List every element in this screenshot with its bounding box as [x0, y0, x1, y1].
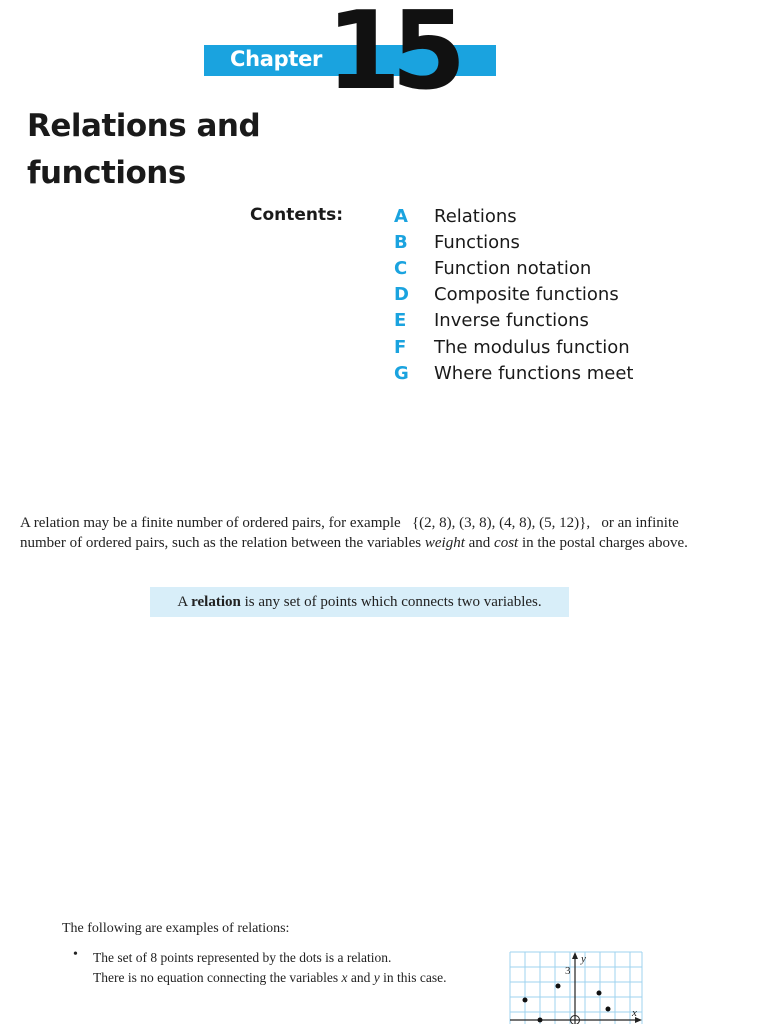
contents-item-e[interactable] — [394, 308, 633, 334]
definition-term: relation — [191, 594, 241, 610]
definition-prefix: A — [177, 594, 188, 610]
y-axis-label: y — [581, 953, 586, 965]
relation-point — [538, 1018, 543, 1023]
chapter-number: 15 — [326, 0, 457, 114]
contents-item-title: Relations — [434, 205, 517, 227]
contents-item-b[interactable] — [394, 229, 633, 255]
examples-intro: The following are examples of relations: — [62, 921, 290, 936]
bullet-text — [93, 948, 483, 988]
contents-item-title: Functions — [434, 231, 520, 253]
contents-item-title: Composite functions — [434, 284, 619, 306]
relation-point — [523, 998, 528, 1003]
contents-item-letter: B — [394, 231, 408, 253]
contents-item-c[interactable] — [394, 255, 633, 281]
contents-item-letter: D — [394, 284, 409, 306]
contents-label: Contents: — [250, 205, 344, 225]
contents-item-a[interactable] — [394, 203, 633, 229]
title-line-2: functions — [27, 155, 186, 191]
relation-dot-graph — [508, 950, 646, 1024]
variable-x: x — [341, 970, 348, 985]
relation-point — [556, 984, 561, 989]
bullet-text-1: The set of 8 points represented by the dots is a relation. — [93, 950, 392, 965]
contents-item-title: Inverse functions — [434, 310, 589, 332]
x-axis-label: x — [632, 1007, 637, 1019]
graph-grid — [510, 952, 642, 1024]
relation-point — [606, 1007, 611, 1012]
y-axis-arrow-icon — [572, 952, 578, 959]
contents-item-letter: A — [394, 205, 408, 227]
y-tick-label: 3 — [565, 965, 571, 977]
chapter-title — [27, 103, 260, 197]
contents-item-letter: F — [394, 336, 407, 358]
title-line-1: Relations and — [27, 108, 261, 144]
bullet-text-2: There is no equation connecting the variables — [93, 970, 339, 985]
intro-paragraph — [20, 513, 720, 553]
bullet-marker: • — [73, 947, 78, 962]
contents-item-letter: G — [394, 362, 409, 384]
paragraph-text-2: or an infinite number of ordered pairs, such as the relation between the variables — [20, 515, 679, 551]
variable-y: y — [373, 970, 380, 985]
contents-item-title: Function notation — [434, 257, 592, 279]
contents-item-title: Where functions meet — [434, 362, 634, 384]
contents-item-g[interactable] — [394, 360, 633, 386]
contents-item-d[interactable] — [394, 282, 633, 308]
relation-point — [597, 991, 602, 996]
variable-cost: cost — [494, 535, 519, 551]
variable-weight: weight — [424, 535, 465, 551]
contents-item-f[interactable] — [394, 334, 633, 360]
bullet-text-3: in this case. — [383, 970, 447, 985]
contents-list — [394, 203, 633, 386]
definition-rest: is any set of points which connects two variables. — [244, 594, 542, 610]
bullet-and: and — [350, 970, 371, 985]
paragraph-text-3: in the postal charges above. — [521, 535, 688, 551]
contents-item-letter: C — [394, 257, 408, 279]
contents-item-title: The modulus function — [434, 336, 630, 358]
paragraph-and: and — [468, 535, 491, 551]
paragraph-text-1: A relation may be a finite number of ordered pairs, for example — [20, 515, 401, 531]
definition-box — [150, 587, 569, 617]
chapter-label: Chapter — [230, 47, 323, 71]
ordered-pairs-set: {(2, 8), (3, 8), (4, 8), (5, 12)}, — [411, 515, 591, 531]
contents-item-letter: E — [394, 310, 407, 332]
